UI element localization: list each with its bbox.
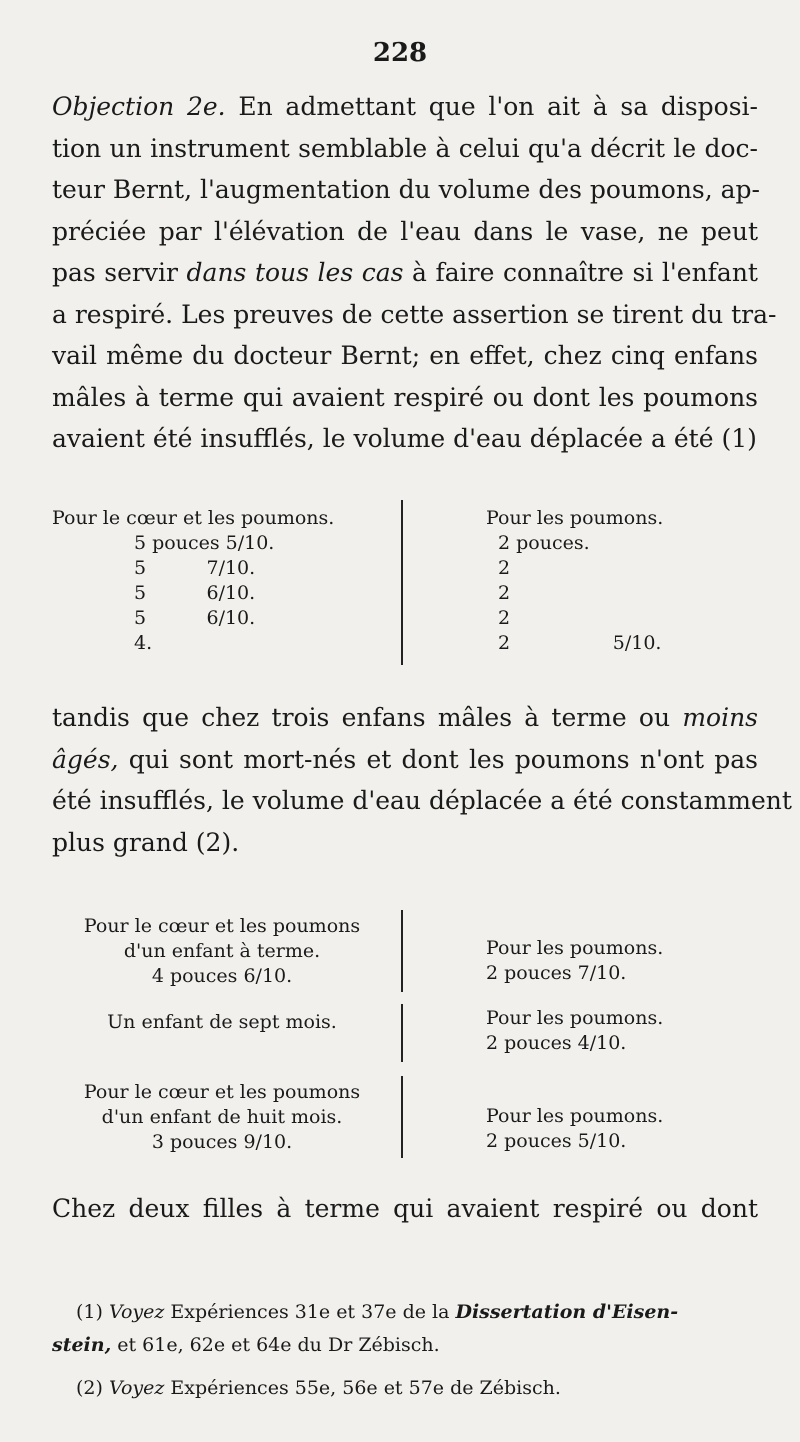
text-fragment: tandis que chez trois enfans mâles à terme ou (52, 703, 671, 732)
paragraph-objection (52, 86, 777, 460)
table2-left-row: Pour le cœur et les poumons (83, 1081, 361, 1103)
table1-left-header: Pour le cœur et les poumons. (52, 507, 335, 529)
text-line: En admettant que l'on ait à sa disposi- (238, 92, 758, 121)
table1-left-row: 5 7/10. (134, 557, 256, 579)
objection-label: Objection 2e. (52, 92, 226, 121)
table2-right-group (486, 1104, 663, 1154)
text-line: préciée par l'élévation de l'eau dans le vase, ne peut (52, 216, 758, 246)
text-line: vail même du docteur Bernt; en effet, chez cinq enfans (52, 341, 758, 370)
footnote-title: stein, (52, 1334, 112, 1356)
footnote-mark: (1) (76, 1301, 103, 1323)
table1-right-row: 2 (498, 582, 511, 604)
table1-right-row: 2 pouces. (498, 532, 590, 554)
table2-right-row: Pour les poumons. (486, 1105, 664, 1127)
footnote-text: Expériences 55e, 56e et 57e de Zébisch. (170, 1377, 561, 1399)
footnote-voyez: Voyez (108, 1377, 165, 1399)
column-divider (401, 910, 403, 992)
footnote-text: et 61e, 62e et 64e du Dr Zébisch. (117, 1334, 440, 1356)
table1-right-header: Pour les poumons. (486, 507, 664, 529)
italic-phrase: âgés, (52, 744, 119, 774)
table2-left-row: 4 pouces 6/10. (151, 965, 293, 987)
table1-right-row: 2 (498, 607, 511, 629)
footnote-voyez: Voyez (108, 1301, 165, 1323)
column-divider (401, 1004, 403, 1062)
paragraph-comparison (52, 697, 792, 863)
table1-right-row: 2 (498, 557, 511, 579)
table1-left-row: 5 pouces 5/10. (134, 532, 275, 554)
text-fragment: à faire connaître si l'enfant (412, 258, 758, 287)
table1-left-row: 5 6/10. (134, 607, 256, 629)
table2-right-row: Pour les poumons. (486, 937, 664, 959)
column-divider (401, 500, 403, 665)
italic-phrase: moins (682, 703, 758, 732)
footnote-mark: (2) (76, 1377, 103, 1399)
text-line: avaient été insufflés, le volume d'eau déplacée a été (1) (52, 424, 757, 453)
table2-left-group (52, 914, 392, 989)
table2-left-group (52, 1080, 392, 1155)
table1-left-row: 5 6/10. (134, 582, 256, 604)
column-divider (401, 1076, 403, 1158)
footnote-title: Dissertation d'Eisen- (455, 1301, 679, 1323)
footnote-text: Expériences 31e et 37e de la (170, 1301, 450, 1323)
table2-right-group (486, 1006, 663, 1056)
table1-right-column (486, 506, 663, 656)
table2-left-row: Un enfant de sept mois. (107, 1011, 337, 1033)
table2-left-row: 3 pouces 9/10. (151, 1131, 293, 1153)
footnote-1 (52, 1296, 758, 1362)
page-number: 228 (372, 38, 428, 68)
text-line: Chez deux filles à terme qui avaient respiré ou dont (52, 1194, 758, 1223)
text-line: plus grand (2). (52, 827, 240, 857)
table2-left-row: d'un enfant de huit mois. (101, 1106, 343, 1128)
table2-right-row: Pour les poumons. (486, 1007, 664, 1029)
text-line: a respiré. Les preuves de cette assertion se tirent du tra- (52, 299, 777, 329)
italic-phrase: dans tous les cas (186, 258, 404, 287)
text-line: été insufflés, le volume d'eau déplacée a été constamment (52, 786, 792, 815)
table1-left-column (52, 506, 334, 656)
text-line: tion un instrument semblable à celui qu'a décrit le doc- (52, 133, 758, 163)
table1-left-row: 4. (134, 632, 153, 654)
text-line: teur Bernt, l'augmentation du volume des poumons, ap- (52, 175, 761, 204)
text-fragment: qui sont mort-nés et dont les poumons n'ont pas (128, 744, 758, 774)
text-fragment: pas servir (52, 258, 178, 287)
table2-right-row: 2 pouces 7/10. (486, 962, 627, 984)
paragraph-girls (52, 1188, 758, 1230)
table2-right-row: 2 pouces 5/10. (486, 1130, 627, 1152)
text-line: mâles à terme qui avaient respiré ou dont les poumons (52, 382, 758, 412)
table2-left-row: d'un enfant à terme. (123, 940, 321, 962)
footnote-2 (52, 1372, 758, 1405)
table2-right-row: 2 pouces 4/10. (486, 1032, 627, 1054)
table2-left-group (52, 1010, 392, 1035)
table1-right-row: 2 5/10. (498, 632, 662, 654)
table2-right-group (486, 936, 663, 986)
table2-left-row: Pour le cœur et les poumons (83, 915, 361, 937)
